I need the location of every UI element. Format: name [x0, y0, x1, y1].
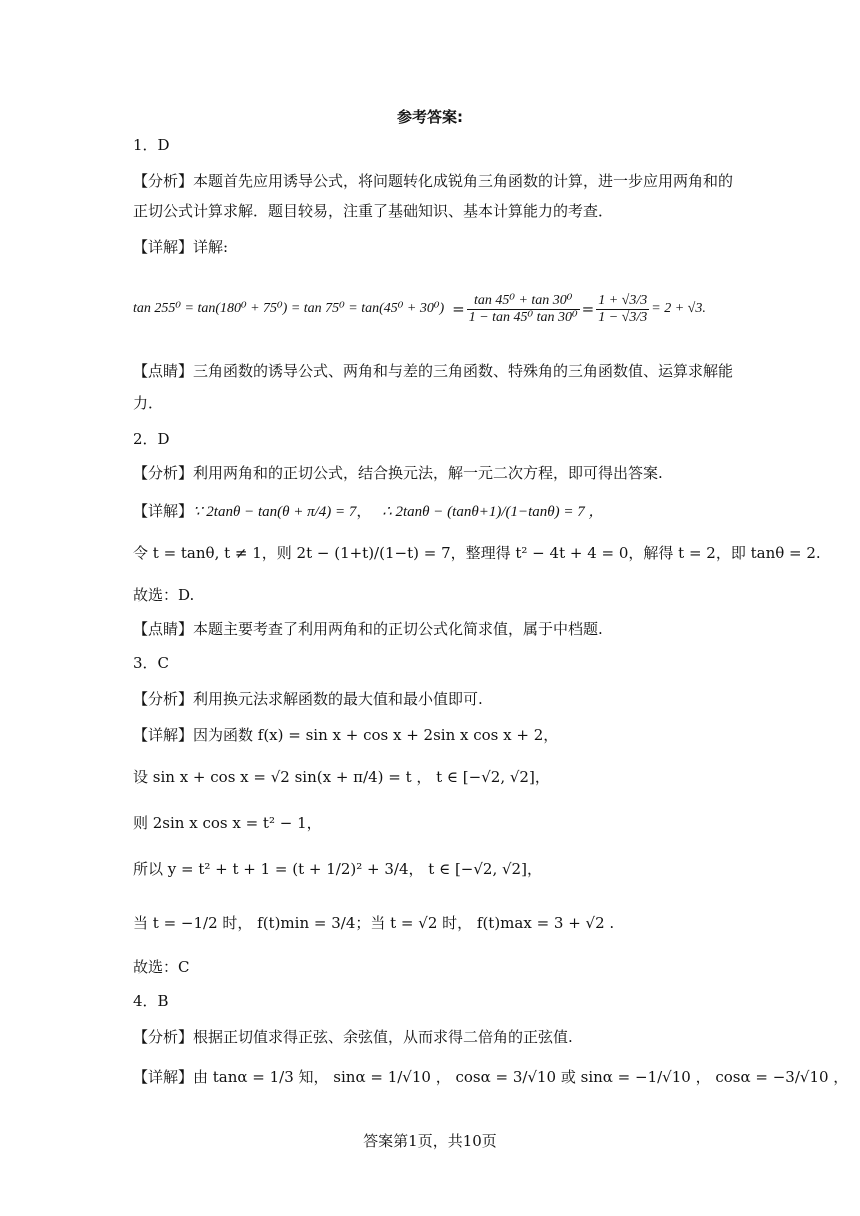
q3-detail: 【详解】因为函数 f(x) = sin x + cos x + 2sin x cos x + 2，: [133, 726, 559, 744]
q2-eq1: ∵ 2tanθ − tan(θ + π/4) = 7: [193, 504, 357, 520]
q1-formula: tan 255⁰ = tan(180⁰ + 75⁰) = tan 75⁰ = tan(45⁰ + 30⁰) = $\frac{\text{tan 45⁰ + tan 30⁰}}{\text{1 − tan 45⁰ tan 30⁰}}$ = $\frac{1 + √3/3}{1 - √3/3}$ = 2 + √3.: [133, 292, 706, 325]
q3-number: 3．C: [133, 654, 170, 672]
page-footer: 答案第1页，共10页: [363, 1132, 497, 1150]
q3-analysis: 【分析】利用换元法求解函数的最大值和最小值即可.: [133, 690, 483, 708]
q3-when-line: 当 t = −1/2 时， f(t)min = 3/4；当 t = √2 时， f(t)max = 3 + √2 .: [133, 914, 615, 932]
page-title: 参考答案:: [397, 108, 463, 126]
q3-answer: 故选：C: [133, 958, 190, 976]
q4-number: 4．B: [133, 992, 169, 1010]
q2-substitution: 令 t = tanθ, t ≠ 1，则 2t − (1+t)/(1−t) = 7，整理得 t² − 4t + 4 = 0，解得 t = 2，即 tanθ = 2.: [133, 544, 821, 562]
q2-eq2: ∴ 2tanθ − (tanθ+1)/(1−tanθ) = 7 ，: [382, 504, 604, 520]
q4-detail: 【详解】由 tanα = 1/3 知， sinα = 1/√10 ， cosα = 3/√10 或 sinα = −1/√10 ， cosα = −3/√10 ，: [133, 1068, 849, 1086]
q1-number: 1．D: [133, 136, 170, 154]
q1-analysis-line1: 【分析】本题首先应用诱导公式，将问题转化成锐角三角函数的计算，进一步应用两角和的: [133, 172, 734, 190]
q2-comment: 【点睛】本题主要考查了利用两角和的正切公式化简求值，属于中档题.: [133, 620, 603, 638]
q4-analysis: 【分析】根据正切值求得正弦、余弦值，从而求得二倍角的正弦值.: [133, 1028, 573, 1046]
q1-analysis-line2: 正切公式计算求解．题目较易，注重了基础知识、基本计算能力的考查．: [133, 202, 614, 220]
q3-then-line: 则 2sin x cos x = t² − 1，: [133, 814, 322, 832]
q2-number: 2．D: [133, 430, 170, 448]
q2-answer: 故选：D.: [133, 586, 195, 604]
q2-analysis: 【分析】利用两角和的正切公式，结合换元法，解一元二次方程，即可得出答案.: [133, 464, 663, 482]
q1-result: = 2 + √3.: [651, 301, 706, 316]
q1-comment-line2: 力．: [133, 394, 164, 412]
q1-fraction-1: $\frac{\text{tan 45⁰ + tan 30⁰}}{\text{1 − tan 45⁰ tan 30⁰}}$: [468, 292, 578, 325]
q1-formula-left: tan 255⁰ = tan(180⁰ + 75⁰) = tan 75⁰ = tan(45⁰ + 30⁰): [133, 301, 445, 316]
q3-so-line: 所以 y = t² + t + 1 = (t + 1/2)² + 3/4， t ∈ [−√2, √2]，: [133, 860, 542, 878]
q1-detail-label: 【详解】详解:: [133, 238, 229, 256]
q1-comment-line1: 【点睛】三角函数的诱导公式、两角和与差的三角函数、特殊角的三角函数值、运算求解能: [133, 362, 734, 380]
q2-detail: 【详解】∵ 2tanθ − tan(θ + π/4) = 7， ∴ 2tanθ − (tanθ+1)/(1−tanθ) = 7 ，: [133, 502, 604, 520]
q3-set-line: 设 sin x + cos x = √2 sin(x + π/4) = t ， t ∈ [−√2, √2]，: [133, 768, 550, 786]
q1-fraction-2: $\frac{1 + √3/3}{1 - √3/3}$: [598, 292, 648, 325]
